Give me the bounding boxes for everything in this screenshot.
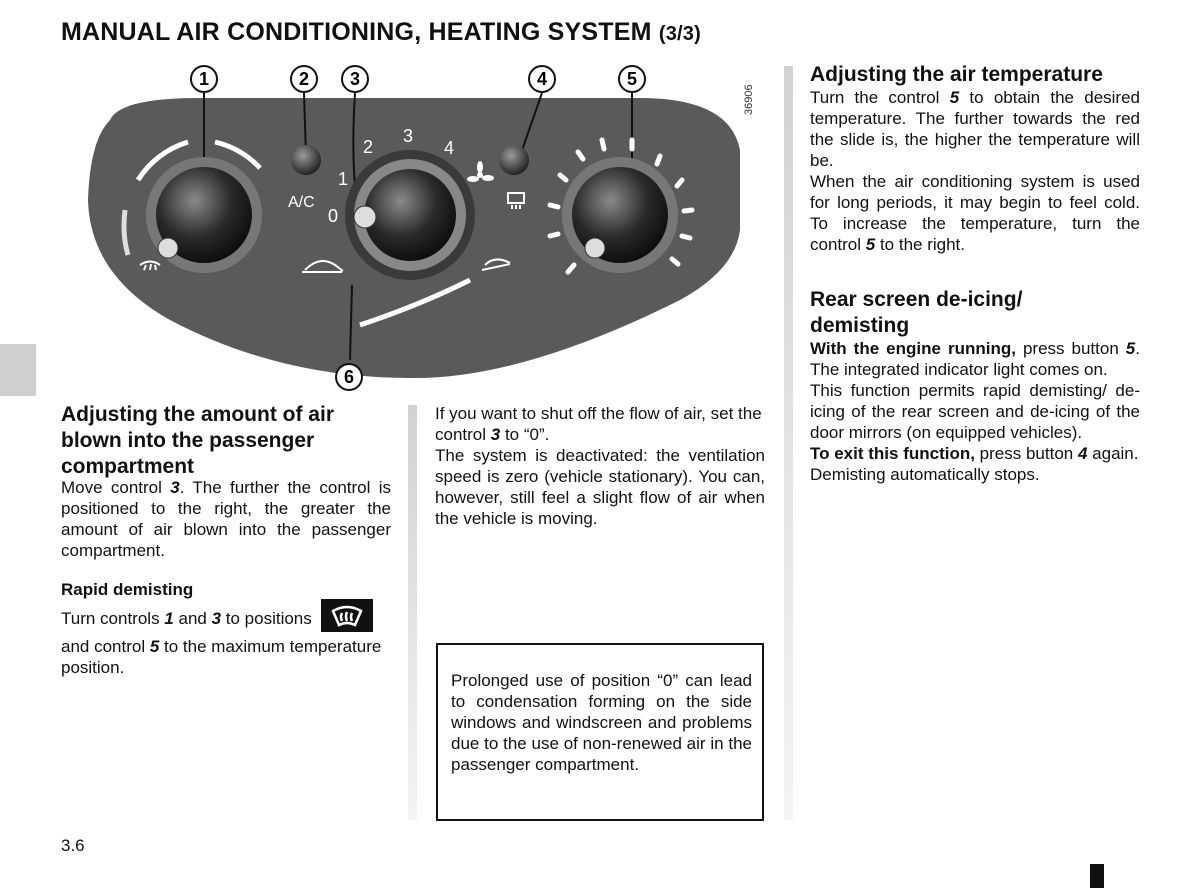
note-text: Prolonged use of position “0” can lead to condensation forming on the side windows and windscreen and problems due to the use of non-renewed air in the passenger compartment. xyxy=(451,671,752,774)
svg-text:5: 5 xyxy=(626,69,638,89)
column-separator-left xyxy=(408,405,417,820)
callout-6 xyxy=(336,364,362,390)
subheading-rapid-demisting: Rapid demisting xyxy=(61,580,194,599)
windscreen-defrost-icon xyxy=(321,599,373,632)
callout-2 xyxy=(291,66,317,92)
callout-markers xyxy=(0,0,700,400)
text-system-deactivated: The system is deactivated: the ventilation speed is zero (vehicle stationary). You can, however, still feel a slight flow of air when the vehicle is moving. xyxy=(435,446,765,528)
callout-4 xyxy=(529,66,555,92)
svg-text:4: 4 xyxy=(536,69,548,89)
column-separator-right xyxy=(784,66,793,820)
page-title: MANUAL AIR CONDITIONING, HEATING SYSTEM (3/3) xyxy=(61,18,701,46)
svg-text:1: 1 xyxy=(198,69,210,89)
dial-number-2: 2 xyxy=(363,137,374,157)
callout-1 xyxy=(191,66,217,92)
svg-text:3: 3 xyxy=(349,69,361,89)
svg-text:2: 2 xyxy=(298,69,310,89)
text-shut-off-air: If you want to shut off the flow of air, set the control 3 to “0”. The system is deactivated: the ventilation speed is zero (vehicle stationary). You can, however, still feel a slight flow of air when the vehicle is moving. xyxy=(435,404,765,528)
page-end-marker xyxy=(1090,864,1104,888)
text-air-temperature: Turn the control 5 to obtain the desired temperature. The further towards the red the slide is, the higher the temperature will be. When the air conditioning system is used for long periods, it may begin to feel cold. To increase the temperature, turn the control 5 to the right. xyxy=(810,88,1141,254)
dial-number-0: 0 xyxy=(328,206,339,226)
diagram-ref-code: 36906 xyxy=(743,84,755,115)
callout-3 xyxy=(342,66,368,92)
page-number: 3.6 xyxy=(61,836,85,855)
heading-air-temperature: Adjusting the air temperature xyxy=(810,63,1103,86)
dial-number-4: 4 xyxy=(444,138,455,158)
dial-number-3: 3 xyxy=(403,126,414,146)
text-air-amount: Move control 3. The further the control is positioned to the right, the greater the amount of air blown into the passenger compartment. xyxy=(61,478,391,560)
svg-text:6: 6 xyxy=(343,367,355,387)
callout-5 xyxy=(619,66,645,92)
text-rapid-demisting: Turn controls 1 and 3 to positions and control 5 to the maximum temperature position. xyxy=(61,603,396,678)
dial-number-1: 1 xyxy=(338,169,349,189)
heading-air-amount: Adjusting the amount of air blown into the passenger compartment xyxy=(61,403,334,478)
ac-label: A/C xyxy=(288,194,315,211)
heading-rear-screen: Rear screen de-icing/ demisting xyxy=(810,288,1023,337)
text-rear-screen: With the engine running, press button 5. The integrated indicator light comes on. This function permits rapid demisting/ de-icing of the rear screen and de-icing of the door mirrors (on equipped vehicles). To exit this function, press button 4 again. Demisting automatically stops. xyxy=(810,339,1140,484)
page-title-part: (3/3) xyxy=(658,23,701,45)
note-box xyxy=(436,643,764,821)
